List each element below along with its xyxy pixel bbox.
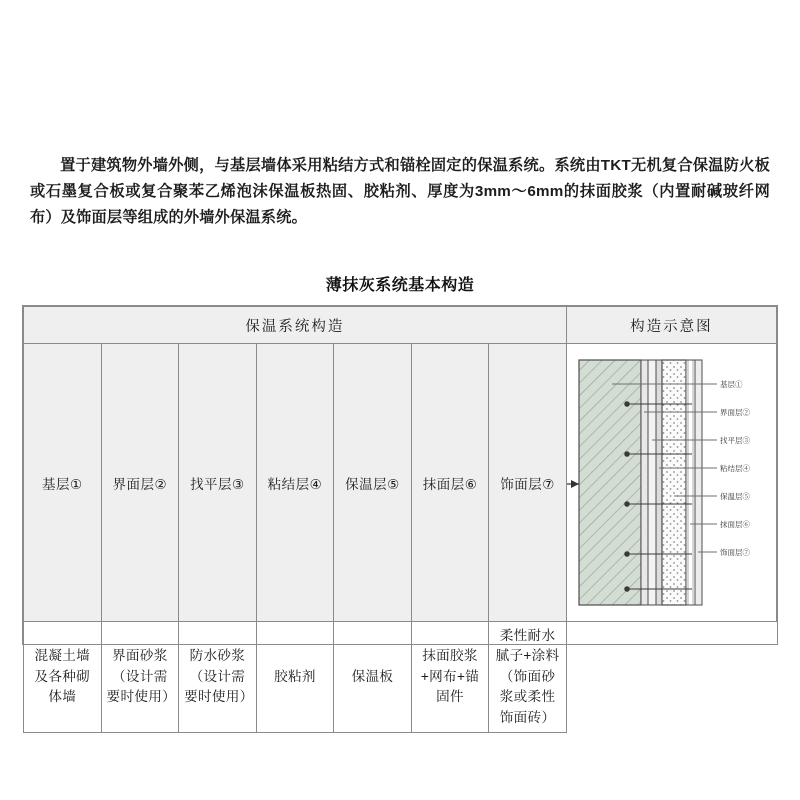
structure-table [23, 306, 777, 733]
diagram-layer-plaster [686, 360, 695, 605]
table-caption: 薄抹灰系统基本构造 [325, 277, 475, 294]
cell-insulation: 保温板 [334, 622, 412, 733]
diagram-label-plaster: 抹面层⑥ [719, 520, 750, 529]
cell-finish: 柔性耐水腻子+涂料（饰面砂浆或柔性饰面砖） [489, 622, 567, 733]
column-header-insulation: 保温层⑤ [334, 344, 412, 622]
intro-paragraph [30, 153, 770, 231]
cell-base: 混凝土墙及各种砌体墙 [24, 622, 102, 733]
diagram-layer-base [579, 360, 641, 605]
diagram-label-base: 基层① [719, 380, 743, 389]
diagram-layer-finish [695, 360, 702, 605]
column-header-base: 基层① [24, 344, 102, 622]
column-header-plaster: 抹面层⑥ [411, 344, 489, 622]
column-header-finish: 饰面层⑦ [489, 344, 567, 622]
cell-plaster: 抹面胶浆+网布+锚固件 [411, 622, 489, 733]
cell-leveling: 防水砂浆（设计需要时使用） [179, 622, 257, 733]
diagram-layer-bonding [656, 360, 662, 605]
structure-table-wrapper [22, 305, 778, 725]
table-row [24, 622, 777, 733]
diagram-layer-insulation [662, 360, 686, 605]
column-header-leveling: 找平层③ [179, 344, 257, 622]
group-header-system: 保温系统构造 [24, 307, 567, 344]
diagram-label-finish: 饰面层⑦ [719, 548, 750, 557]
diagram-label-interface: 界面层② [719, 408, 750, 417]
diagram-label-insulation: 保温层⑤ [719, 492, 750, 501]
intro-text: 置于建筑物外墙外侧，与基层墙体采用粘结方式和锚栓固定的保温系统。系统由TKT无机复合保温防火板或石墨复合板或复合聚苯乙烯泡沫保温板热固、胶粘剂、厚度为3mm～6mm的抹面胶浆（内置耐碱玻纤网布）及饰面层等组成的外墙外保温系统。 [30, 157, 770, 227]
column-header-interface: 界面层② [101, 344, 179, 622]
diagram-label-bonding: 粘结层④ [719, 464, 750, 473]
table-column-header-row [24, 344, 777, 622]
cell-bonding: 胶粘剂 [256, 622, 334, 733]
diagram-labels [720, 379, 750, 557]
cell-interface: 界面砂浆（设计需要时使用） [101, 622, 179, 733]
group-header-diagram: 构造示意图 [566, 307, 776, 344]
diagram-layer-leveling [648, 360, 656, 605]
diagram-layer-interface [641, 360, 648, 605]
column-header-bonding: 粘结层④ [256, 344, 334, 622]
table-group-header-row [24, 307, 777, 344]
diagram-left-arrow [567, 480, 579, 488]
diagram-svg [567, 344, 778, 621]
construction-diagram [567, 344, 776, 621]
diagram-label-leveling: 找平层③ [719, 436, 750, 445]
diagram-cell [566, 344, 776, 622]
